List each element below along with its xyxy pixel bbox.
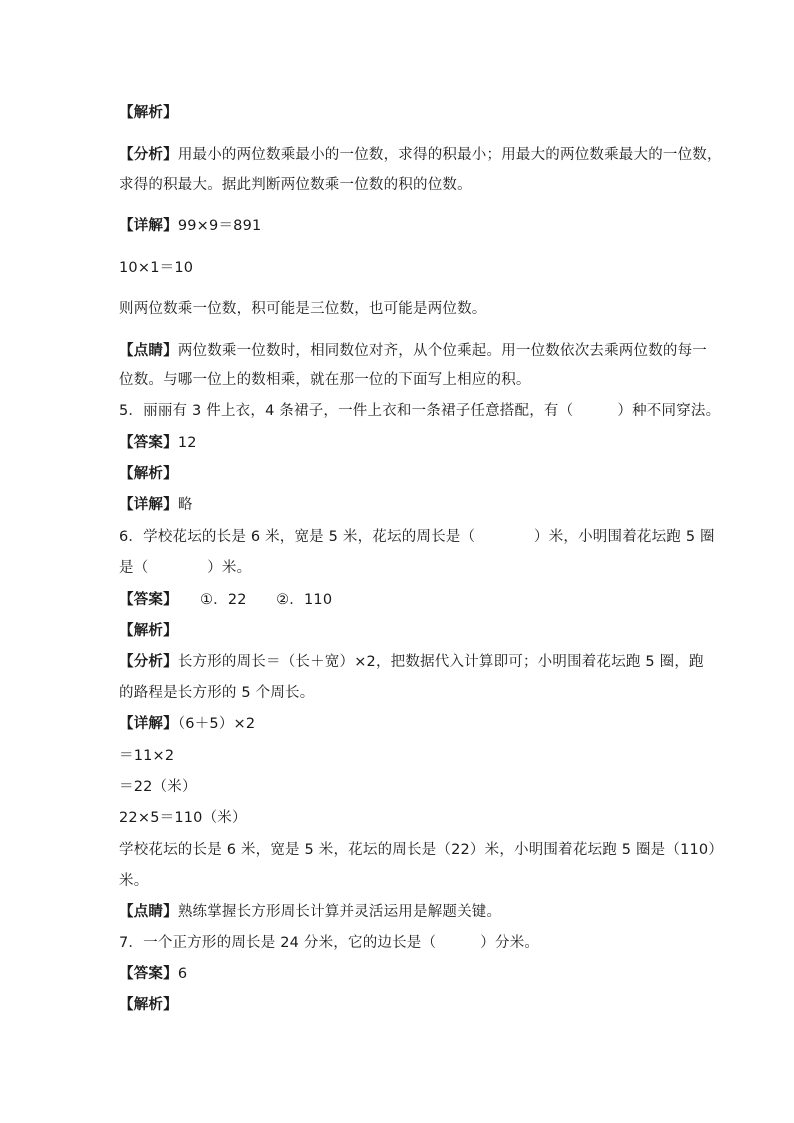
line-daan-7: 【答案】6 — [119, 966, 188, 982]
line-jiexi-5: 【解析】 — [119, 466, 178, 482]
line-fenxi-6: 【分析】长方形的周长＝（长＋宽）×2，把数据代入计算即可；小明围着花坛跑 5 圈，跑 — [119, 654, 704, 670]
line-calc-6b: ＝22（米） — [119, 779, 197, 795]
line-fenxi-6-cont: 的路程是长方形的 5 个周长。 — [119, 685, 315, 701]
line-jiexi-7: 【解析】 — [119, 997, 178, 1013]
line-daan-6: 【答案】 ①．22 ②．110 — [119, 592, 333, 608]
line-question-6-cont: 是（ ）米。 — [119, 560, 252, 576]
line-xiangjie-6: 【详解】（6＋5）×2 — [119, 716, 256, 732]
line-calc-6c: 22×5＝110（米） — [119, 810, 247, 826]
line-calc-6a: ＝11×2 — [119, 748, 175, 764]
line-fenxi-1-cont: 求得的积最大。据此判断两位数乘一位数的积的位数。 — [119, 177, 472, 193]
line-question-6: 6．学校花坛的长是 6 米，宽是 5 米，花坛的周长是（ ）米，小明围着花坛跑 5 圈 — [119, 529, 715, 545]
line-question-7: 7．一个正方形的周长是 24 分米，它的边长是（ ）分米。 — [119, 935, 540, 951]
line-conclusion-6-cont: 米。 — [119, 873, 149, 889]
line-dianjing-6: 【点睛】熟练掌握长方形周长计算并灵活运用是解题关键。 — [119, 904, 502, 920]
line-dianjing-1-cont: 位数。与哪一位上的数相乘，就在那一位的下面写上相应的积。 — [119, 372, 531, 388]
line-jiexi-1: 【解析】 — [119, 105, 178, 121]
line-daan-5: 【答案】12 — [119, 435, 197, 451]
line-fenxi-1: 【分析】用最小的两位数乘最小的一位数，求得的积最小；用最大的两位数乘最大的一位数， — [119, 147, 722, 163]
line-jiexi-6: 【解析】 — [119, 623, 178, 639]
line-dianjing-1: 【点睛】两位数乘一位数时，相同数位对齐，从个位乘起。用一位数依次去乘两位数的每一 — [119, 343, 708, 359]
line-calc-1: 10×1＝10 — [119, 260, 194, 276]
line-conclusion-6: 学校花坛的长是 6 米，宽是 5 米，花坛的周长是（22）米，小明围着花坛跑 5 圈是（110） — [119, 842, 724, 858]
line-question-5: 5．丽丽有 3 件上衣，4 条裙子，一件上衣和一条裙子任意搭配，有（ ）种不同穿法。 — [119, 403, 721, 419]
line-conclusion-1: 则两位数乘一位数，积可能是三位数，也可能是两位数。 — [119, 301, 487, 317]
line-xiangjie-5: 【详解】略 — [119, 497, 193, 513]
line-xiangjie-1: 【详解】99×9＝891 — [119, 218, 262, 234]
